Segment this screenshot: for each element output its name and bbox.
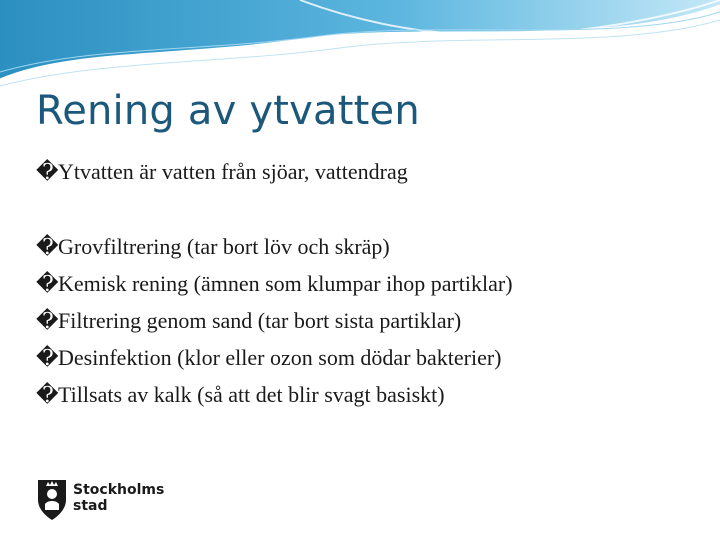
- logo-line-1: Stockholms: [73, 482, 165, 498]
- bullet-text: Ytvatten är vatten från sjöar, vattendrag: [58, 159, 408, 184]
- bullet-glyph: �: [36, 382, 59, 407]
- bullet-step: [36, 345, 502, 371]
- bullet-intro: [36, 159, 408, 185]
- bullet-step: [36, 234, 390, 260]
- bullet-glyph: �: [36, 308, 59, 333]
- bullet-text: Filtrering genom sand (tar bort sista partiklar): [58, 308, 462, 333]
- logo-wordmark: [73, 482, 164, 514]
- bullet-text: Kemisk rening (ämnen som klumpar ihop partiklar): [58, 271, 513, 296]
- bullet-glyph: �: [36, 271, 59, 296]
- bullet-text: Grovfiltrering (tar bort löv och skräp): [58, 234, 390, 259]
- bullet-step: [36, 271, 513, 297]
- logo-line-2: stad: [73, 498, 108, 514]
- bullet-step: [36, 308, 461, 334]
- slide-title: Rening av ytvatten: [36, 88, 420, 134]
- header-wave-decoration: [0, 0, 720, 90]
- bullet-glyph: �: [36, 345, 59, 370]
- bullet-step: [36, 382, 445, 408]
- bullet-glyph: �: [36, 234, 59, 259]
- bullet-text: Tillsats av kalk (så att det blir svagt basiskt): [58, 382, 445, 407]
- bullet-glyph: �: [36, 159, 59, 184]
- bullet-text: Desinfektion (klor eller ozon som dödar bakterier): [58, 345, 502, 370]
